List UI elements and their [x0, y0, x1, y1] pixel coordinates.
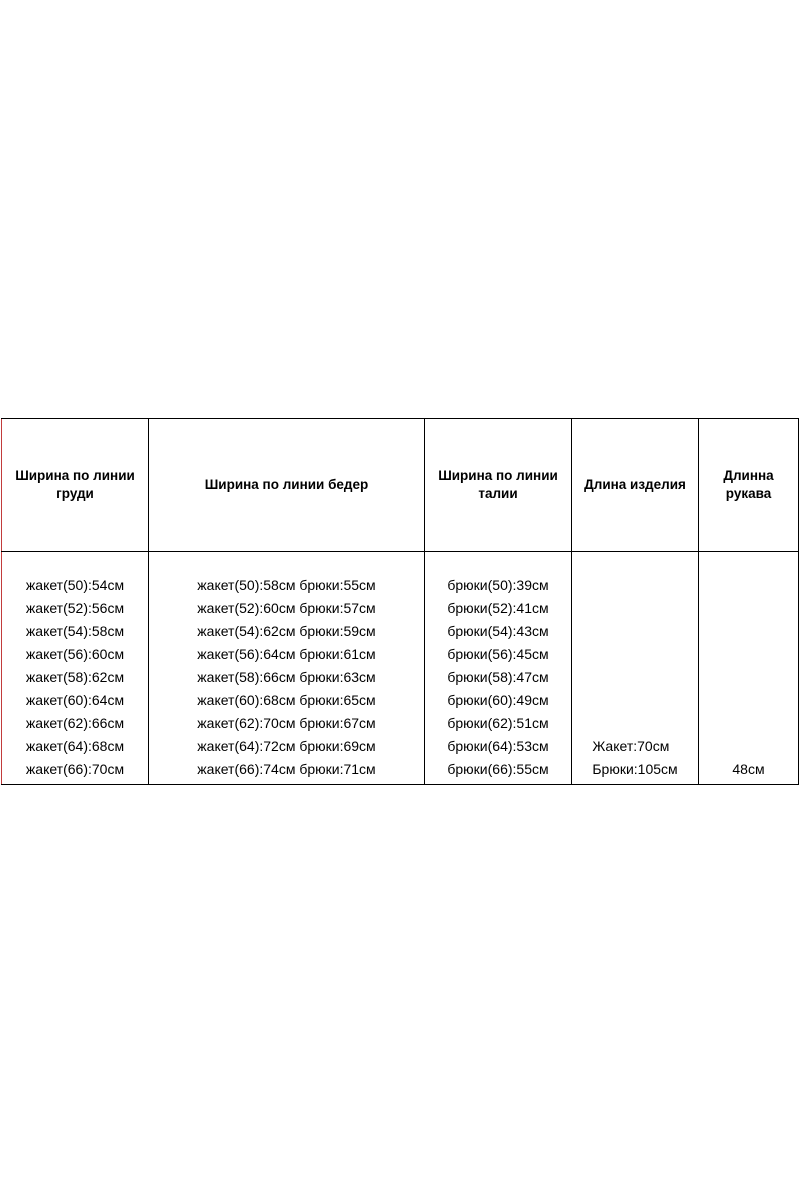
- table-line: жакет(60):68см брюки:65см: [197, 692, 376, 708]
- header-hip-width: [149, 419, 425, 552]
- table-line: жакет(56):64см брюки:61см: [197, 646, 376, 662]
- table-line: жакет(66):74см брюки:71см: [197, 761, 376, 777]
- header-sleeve-length-text: [723, 467, 773, 503]
- breast-width-values: [26, 574, 124, 781]
- table-line: Ширина по линии: [15, 468, 135, 483]
- table-line: брюки(66):55см: [447, 761, 549, 777]
- header-sleeve-length: [699, 419, 799, 552]
- header-breast-width: [2, 419, 149, 552]
- table-line: Длина изделия: [584, 477, 686, 492]
- table-line: жакет(60):64см: [25, 692, 125, 708]
- header-waist-width-text: [438, 467, 558, 503]
- table-line: жакет(58):66см брюки:63см: [197, 669, 376, 685]
- table-line: жакет(52):60см брюки:57см: [197, 600, 376, 616]
- table-line: груди: [56, 486, 94, 501]
- table-line: жакет(58):62см: [25, 669, 125, 685]
- header-row: [2, 419, 799, 552]
- header-item-length-text: [584, 476, 686, 494]
- cell-breast-width: [2, 552, 149, 785]
- table-line: брюки(60):49см: [447, 692, 549, 708]
- waist-width-values: [447, 574, 548, 781]
- table-line: жакет(66):70см: [25, 761, 125, 777]
- table-line: брюки(52):41см: [447, 600, 549, 616]
- table-line: Ширина по линии: [438, 468, 558, 483]
- table-line: брюки(56):45см: [447, 646, 549, 662]
- header-item-length: [572, 419, 699, 552]
- cell-hip-width: [149, 552, 425, 785]
- table-line: брюки(54):43см: [447, 623, 549, 639]
- table-line: Брюки:105см: [592, 761, 678, 777]
- table-line: брюки(62):51см: [447, 715, 549, 731]
- table-line: жакет(50):54см: [25, 577, 125, 593]
- table-line: Ширина по линии бедер: [204, 477, 369, 492]
- table-line: брюки(58):47см: [447, 669, 549, 685]
- cell-item-length: [572, 552, 699, 785]
- table-line: жакет(54):58см: [25, 623, 125, 639]
- table-line: талии: [478, 486, 518, 501]
- table-line: жакет(50):58см брюки:55см: [197, 577, 376, 593]
- hip-width-values: [197, 574, 375, 781]
- data-row: [2, 552, 799, 785]
- table-line: жакет(64):68см: [25, 738, 125, 754]
- table-line: Длинна: [723, 468, 774, 483]
- table-line: жакет(62):66см: [25, 715, 125, 731]
- table-line: рукава: [725, 486, 772, 501]
- table-line: брюки(50):39см: [447, 577, 549, 593]
- size-table: [1, 418, 799, 785]
- table-line: жакет(54):62см брюки:59см: [197, 623, 376, 639]
- table-line: жакет(64):72см брюки:69см: [197, 738, 376, 754]
- sleeve-length-values: [732, 758, 764, 781]
- header-hip-width-text: [205, 476, 369, 494]
- table-line: жакет(62):70см брюки:67см: [197, 715, 376, 731]
- header-breast-width-text: [15, 467, 135, 503]
- table-line: Жакет:70см: [592, 738, 670, 754]
- table-line: брюки(64):53см: [447, 738, 549, 754]
- table-line: жакет(56):60см: [25, 646, 125, 662]
- table-line: жакет(52):56см: [25, 600, 125, 616]
- table-line: 48см: [732, 761, 765, 777]
- header-waist-width: [425, 419, 572, 552]
- cell-waist-width: [425, 552, 572, 785]
- cell-sleeve-length: [699, 552, 799, 785]
- item-length-values: [592, 735, 677, 781]
